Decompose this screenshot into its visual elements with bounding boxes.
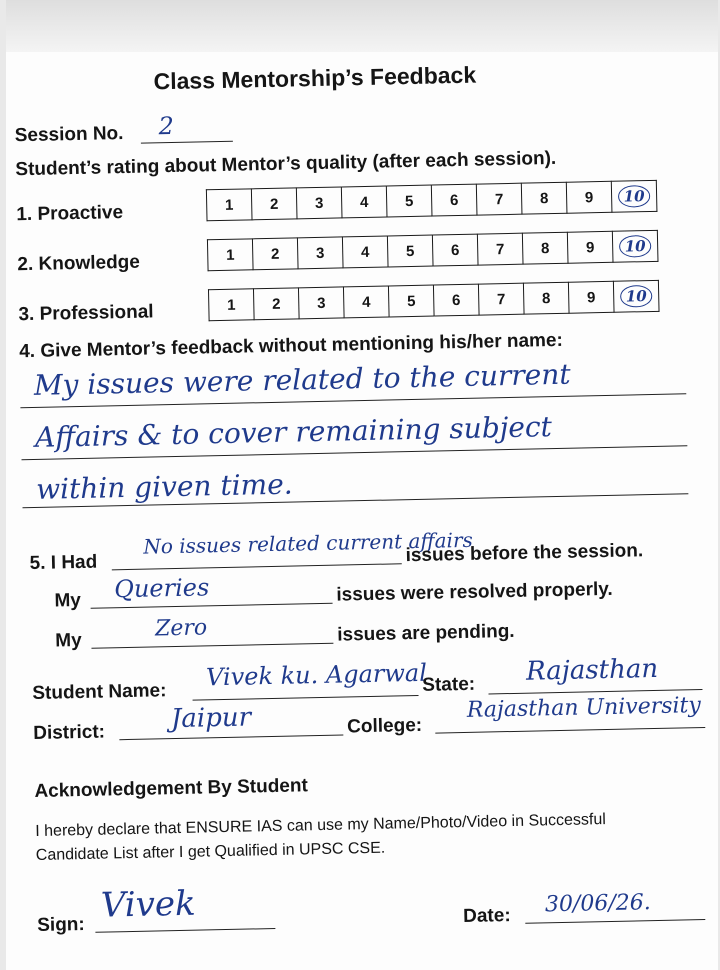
district-label: District: bbox=[33, 721, 106, 745]
scale-cell[interactable]: 1 bbox=[208, 289, 254, 321]
student-name-line bbox=[193, 695, 419, 701]
rating-label-proactive: 1. Proactive bbox=[16, 202, 124, 226]
sign-label: Sign: bbox=[37, 913, 85, 936]
scale-cell[interactable]: 3 bbox=[297, 237, 343, 269]
q5-suffix: issues before the session. bbox=[405, 540, 644, 567]
feedback-text-3: within given time. bbox=[35, 467, 293, 506]
college-line bbox=[435, 727, 705, 734]
state-value: Rajasthan bbox=[525, 653, 659, 687]
scale-cell[interactable]: 6 bbox=[433, 284, 479, 316]
scale-cell[interactable]: 5 bbox=[387, 235, 433, 267]
district-value: Jaipur bbox=[170, 702, 252, 735]
scale-cell[interactable]: 2 bbox=[251, 188, 297, 220]
q5-line bbox=[112, 563, 402, 570]
district-line bbox=[119, 735, 343, 741]
scale-cell[interactable]: 7 bbox=[477, 233, 523, 265]
session-value: 2 bbox=[158, 111, 175, 141]
feedback-form-sheet bbox=[6, 0, 718, 970]
scale-cell-selected[interactable] bbox=[611, 180, 657, 212]
pending-fill: Zero bbox=[154, 615, 208, 642]
declaration-line-2: Candidate List after I get Qualified in UPSC CSE. bbox=[35, 839, 386, 864]
rating-heading: Student’s rating about Mentor’s quality (after each session). bbox=[15, 147, 557, 181]
ack-heading: Acknowledgement By Student bbox=[34, 775, 309, 803]
scale-cell[interactable]: 8 bbox=[523, 282, 569, 314]
selected-rating-mark: 10 bbox=[619, 235, 652, 258]
my-label-2: My bbox=[55, 629, 82, 652]
scale-cell[interactable]: 4 bbox=[343, 286, 389, 318]
rating-scale-professional bbox=[208, 280, 660, 321]
declaration-line-1: I hereby declare that ENSURE IAS can use my Name/Photo/Video in Successful bbox=[35, 811, 606, 841]
resolved-suffix: issues were resolved properly. bbox=[336, 578, 613, 606]
scale-cell[interactable]: 4 bbox=[341, 186, 387, 218]
student-name-label: Student Name: bbox=[32, 680, 167, 705]
sign-line bbox=[95, 928, 275, 933]
scale-cell[interactable]: 9 bbox=[567, 231, 613, 263]
scale-cell[interactable]: 9 bbox=[566, 181, 612, 213]
scale-cell-selected[interactable] bbox=[612, 230, 658, 262]
scale-cell[interactable]: 1 bbox=[206, 189, 252, 221]
queries-fill: Queries bbox=[113, 573, 210, 604]
scale-cell[interactable]: 8 bbox=[521, 182, 567, 214]
rating-scale-proactive bbox=[206, 180, 658, 221]
pending-suffix: issues are pending. bbox=[337, 620, 515, 646]
scale-cell[interactable]: 2 bbox=[253, 288, 299, 320]
rating-scale-knowledge bbox=[207, 230, 659, 271]
date-label: Date: bbox=[462, 905, 511, 928]
date-value: 30/06/26. bbox=[544, 890, 651, 918]
scale-cell[interactable]: 7 bbox=[478, 283, 524, 315]
student-name-value: Vivek ku. Agarwal bbox=[205, 658, 428, 692]
scale-cell-selected[interactable] bbox=[613, 280, 659, 312]
college-value: Rajasthan University bbox=[466, 693, 702, 723]
feedback-text-1: My issues were related to the current bbox=[33, 357, 571, 402]
state-label: State: bbox=[422, 673, 476, 696]
rating-label-professional: 3. Professional bbox=[18, 301, 154, 326]
scale-cell[interactable]: 3 bbox=[298, 287, 344, 319]
selected-rating-mark: 10 bbox=[617, 185, 650, 208]
scale-cell[interactable]: 5 bbox=[386, 185, 432, 217]
scale-cell[interactable]: 8 bbox=[522, 232, 568, 264]
date-line bbox=[525, 919, 705, 924]
form-title: Class Mentorship’s Feedback bbox=[153, 61, 477, 95]
signature: Vivek bbox=[100, 883, 197, 926]
rating-label-knowledge: 2. Knowledge bbox=[17, 251, 141, 276]
q5-fill: No issues related current affairs bbox=[143, 527, 473, 559]
scale-cell[interactable]: 5 bbox=[388, 285, 434, 317]
scale-cell[interactable]: 9 bbox=[568, 281, 614, 313]
scale-cell[interactable]: 6 bbox=[432, 234, 478, 266]
my-label-1: My bbox=[54, 590, 82, 612]
college-label: College: bbox=[346, 714, 423, 738]
scale-cell[interactable]: 2 bbox=[252, 238, 298, 270]
pending-line bbox=[91, 643, 333, 649]
queries-line bbox=[91, 603, 333, 609]
q4-label: 4. Give Mentor’s feedback without mentioning his/her name: bbox=[19, 329, 564, 363]
session-label: Session No. bbox=[14, 123, 124, 147]
scale-cell[interactable]: 7 bbox=[476, 183, 522, 215]
form-content bbox=[6, 0, 718, 970]
scale-cell[interactable]: 3 bbox=[296, 187, 342, 219]
scale-cell[interactable]: 6 bbox=[431, 184, 477, 216]
feedback-text-2: Affairs & to cover remaining subject bbox=[34, 410, 553, 454]
selected-rating-mark: 10 bbox=[620, 285, 653, 308]
q5-prefix: 5. I Had bbox=[29, 551, 98, 575]
scale-cell[interactable]: 1 bbox=[207, 239, 253, 271]
session-line bbox=[141, 141, 233, 144]
scale-cell[interactable]: 4 bbox=[342, 236, 388, 268]
